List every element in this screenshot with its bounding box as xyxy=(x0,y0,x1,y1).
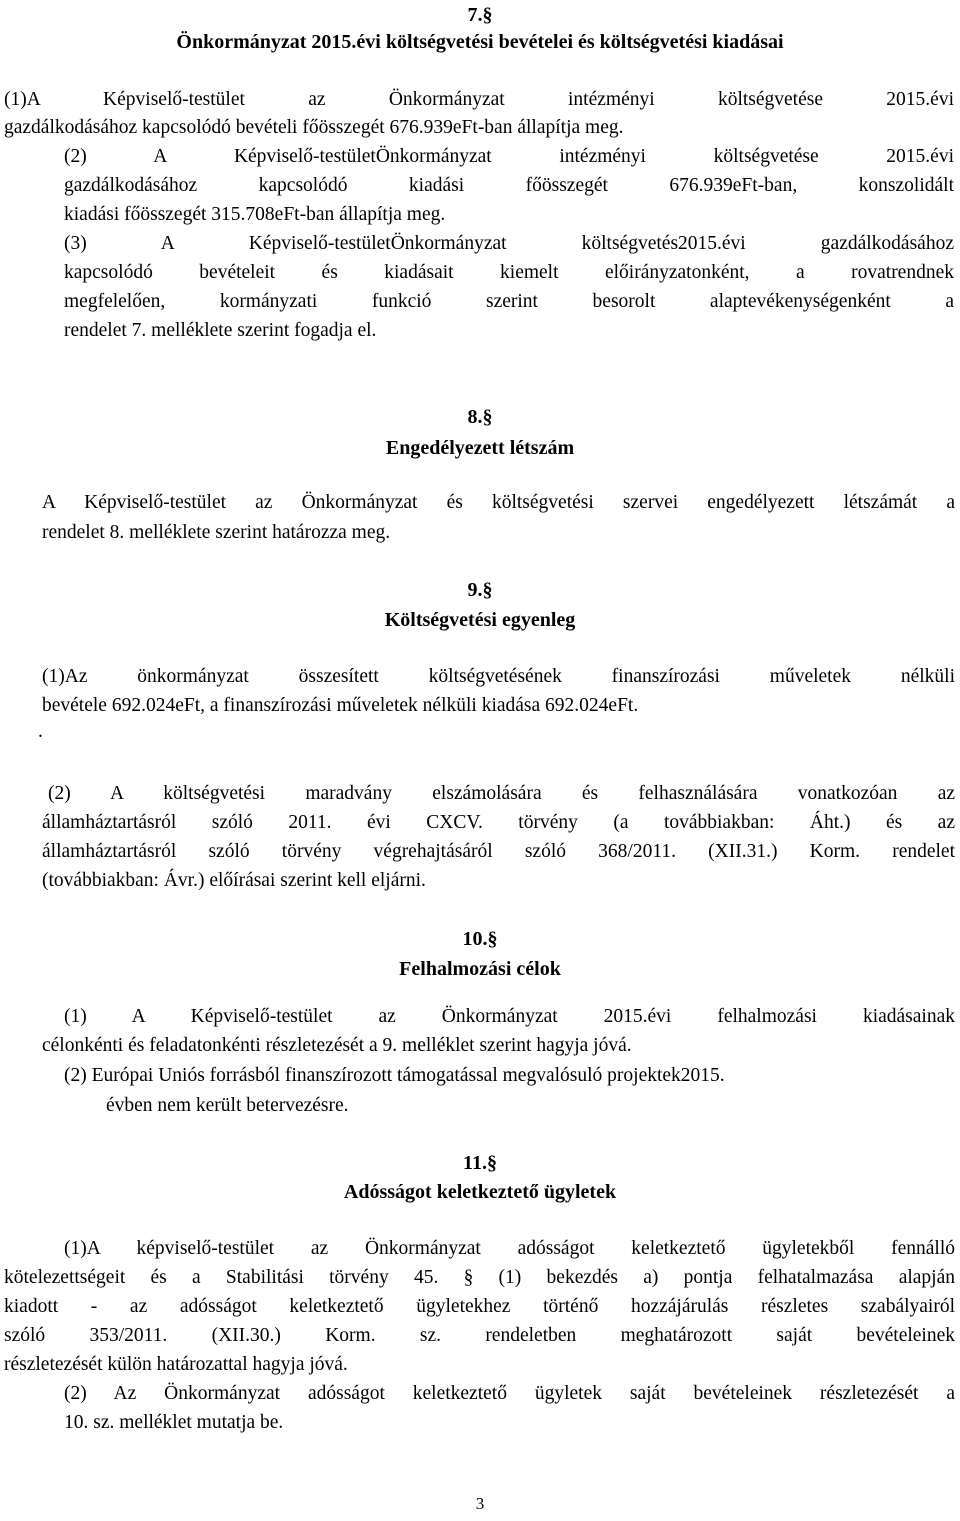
sec11-p1-line3: kiadott - az adósságot keletkeztető ügyletekhez történő hozzájárulás részletes szabályairól xyxy=(4,1296,955,1317)
section-8-title: Engedélyezett létszám xyxy=(385,437,575,459)
sec7-p3-line2: kapcsolódó bevételeit és kiadásait kiemelt előirányzatonként, a rovatrendnek xyxy=(64,262,954,283)
sec9-p1-line1: (1)Az önkormányzat összesített költségvetésének finanszírozási műveletek nélküli xyxy=(42,666,955,687)
sec9-p2-line3: államháztartásról szóló törvény végrehajtásáról szóló 368/2011. (XII.31.) Korm. rendelet xyxy=(42,841,955,862)
sec10-p2-line2: évben nem került betervezésre. xyxy=(106,1095,349,1116)
sec9-p2-line4: (továbbiakban: Ávr.) előírásai szerint kell eljárni. xyxy=(42,870,426,891)
sec10-p1-line1: (1) A Képviselő-testület az Önkormányzat 2015.évi felhalmozási kiadásainak xyxy=(64,1006,955,1027)
page-number: 3 xyxy=(475,1494,485,1513)
section-10-title: Felhalmozási célok xyxy=(399,958,561,980)
section-9-title: Költségvetési egyenleg xyxy=(384,609,576,631)
sec7-p2-line1: (2) A Képviselő-testületÖnkormányzat intézményi költségvetése 2015.évi xyxy=(64,146,954,167)
sec9-p1-line2: bevétele 692.024eFt, a finanszírozási műveletek nélküli kiadása 692.024eFt. xyxy=(42,695,639,716)
sec7-p3-line4: rendelet 7. melléklete szerint fogadja el. xyxy=(64,320,377,341)
sec11-p1-line1: (1)A képviselő-testület az Önkormányzat adósságot keletkeztető ügyletekből fennálló xyxy=(64,1238,955,1259)
sec7-p3-line3: megfelelően, kormányzati funkció szerint besorolt alaptevékenységenként a xyxy=(64,291,954,312)
sec11-p1-line2: kötelezettségeit és a Stabilitási törvény 45. § (1) bekezdés a) pontja felhatalmazása alapján xyxy=(4,1267,955,1288)
sec7-p1-line1: (1)A Képviselő-testület az Önkormányzat intézményi költségvetése 2015.évi xyxy=(4,89,954,110)
sec10-p1-line2: célonkénti és feladatonkénti részletezését a 9. melléklet szerint hagyja jóvá. xyxy=(42,1035,632,1056)
sec7-p2-line3: kiadási főösszegét 315.708eFt-ban állapítja meg. xyxy=(64,204,446,225)
sec7-p3-line1: (3) A Képviselő-testületÖnkormányzat költségvetés2015.évi gazdálkodásához xyxy=(64,233,954,254)
section-7-title: Önkormányzat 2015.évi költségvetési bevételei és költségvetési kiadásai xyxy=(176,31,784,53)
sec10-p2-line1: (2) Európai Uniós forrásból finanszírozott támogatással megvalósuló projektek2015. xyxy=(64,1065,725,1086)
section-10-number: 10.§ xyxy=(462,928,498,950)
sec8-p1-line2: rendelet 8. melléklete szerint határozza meg. xyxy=(42,522,391,543)
sec11-p1-line5: részletezését külön határozattal hagyja jóvá. xyxy=(4,1354,348,1375)
section-11-title: Adósságot keletkeztető ügyletek xyxy=(343,1181,617,1203)
sec9-p2-line1: (2) A költségvetési maradvány elszámolására és felhasználására vonatkozóan az xyxy=(48,783,955,804)
sec11-p2-line1: (2) Az Önkormányzat adósságot keletkeztető ügyletek saját bevételeinek részletezését a xyxy=(64,1383,955,1404)
sec11-p2-line2: 10. sz. melléklet mutatja be. xyxy=(64,1412,284,1433)
sec9-p2-line2: államháztartásról szóló 2011. évi CXCV. törvény (a továbbiakban: Áht.) és az xyxy=(42,812,955,833)
sec9-p1-line3: . xyxy=(38,721,43,742)
sec7-p1-line2: gazdálkodásához kapcsolódó bevételi főösszegét 676.939eFt-ban állapítja meg. xyxy=(4,117,624,138)
section-9-number: 9.§ xyxy=(467,579,493,601)
section-7-number: 7.§ xyxy=(467,4,493,26)
sec8-p1-line1: A Képviselő-testület az Önkormányzat és költségvetési szervei engedélyezett létszámát a xyxy=(42,492,955,513)
section-8-number: 8.§ xyxy=(467,406,493,428)
section-11-number: 11.§ xyxy=(463,1152,497,1174)
sec7-p2-line2: gazdálkodásához kapcsolódó kiadási főösszegét 676.939eFt-ban, konszolidált xyxy=(64,175,954,196)
sec11-p1-line4: szóló 353/2011. (XII.30.) Korm. sz. rendeletben meghatározott saját bevételeinek xyxy=(4,1325,955,1346)
